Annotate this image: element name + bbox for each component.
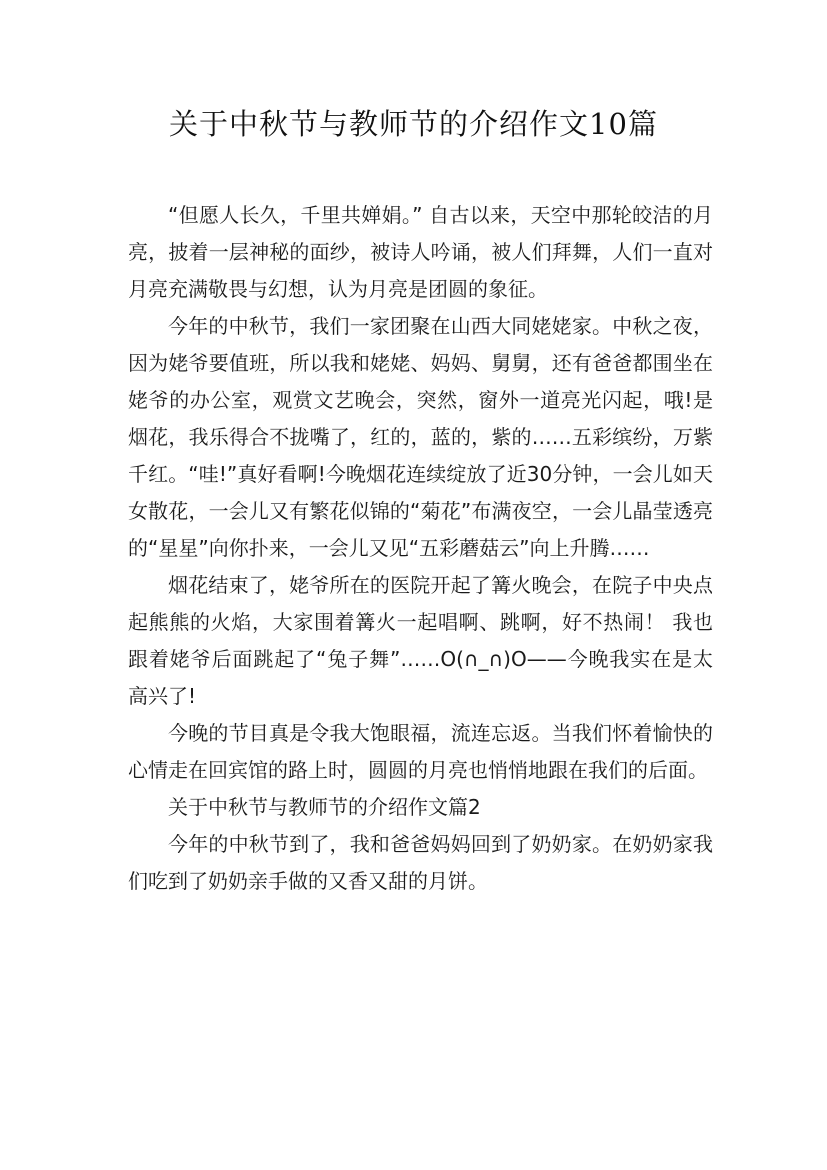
paragraph: 今年的中秋节，我们一家团聚在山西大同姥姥家。中秋之夜，因为姥爷要值班，所以我和姥姥、妈妈、舅舅，还有爸爸都围坐在姥爷的办公室，观赏文艺晚会，突然，窗外一道亮光闪起，哦!是烟花，我乐得合不拢嘴了，红的，蓝的，紫的……五彩缤纷，万紫千红。“哇!”真好看啊!今晚烟花连续绽放了近30分钟，一会儿如天女散花，一会儿又有繁花似锦的“菊花”布满夜空，一会儿晶莹透亮的“星星”向你扑来，一会儿又见“五彩蘑菇云”向上升腾…… [128, 314, 713, 560]
paragraph: 烟花结束了，姥爷所在的医院开起了篝火晚会，在院子中央点起熊熊的火焰，大家围着篝火一起唱啊、跳啊，好不热闹！ 我也跟着姥爷后面跳起了“兔子舞”……O(∩_∩)O——今晚我实在是太高兴了! [128, 573, 713, 708]
paragraph: “但愿人长久，千里共婵娟。” 自古以来，天空中那轮皎洁的月亮，披着一层神秘的面纱，被诗人吟诵，被人们拜舞，人们一直对月亮充满敬畏与幻想，认为月亮是团圆的象征。 [128, 203, 713, 301]
document-body [128, 197, 713, 900]
document-title: 关于中秋节与教师节的介绍作文10篇 [169, 107, 658, 141]
paragraph: 今晚的节目真是令我大饱眼福，流连忘返。当我们怀着愉快的心情走在回宾馆的路上时，圆圆的月亮也悄悄地跟在我们的后面。 [128, 721, 713, 782]
paragraph: 今年的中秋节到了，我和爸爸妈妈回到了奶奶家。在奶奶家我们吃到了奶奶亲手做的又香又甜的月饼。 [128, 832, 713, 893]
section-subheading: 关于中秋节与教师节的介绍作文篇2 [168, 795, 481, 819]
